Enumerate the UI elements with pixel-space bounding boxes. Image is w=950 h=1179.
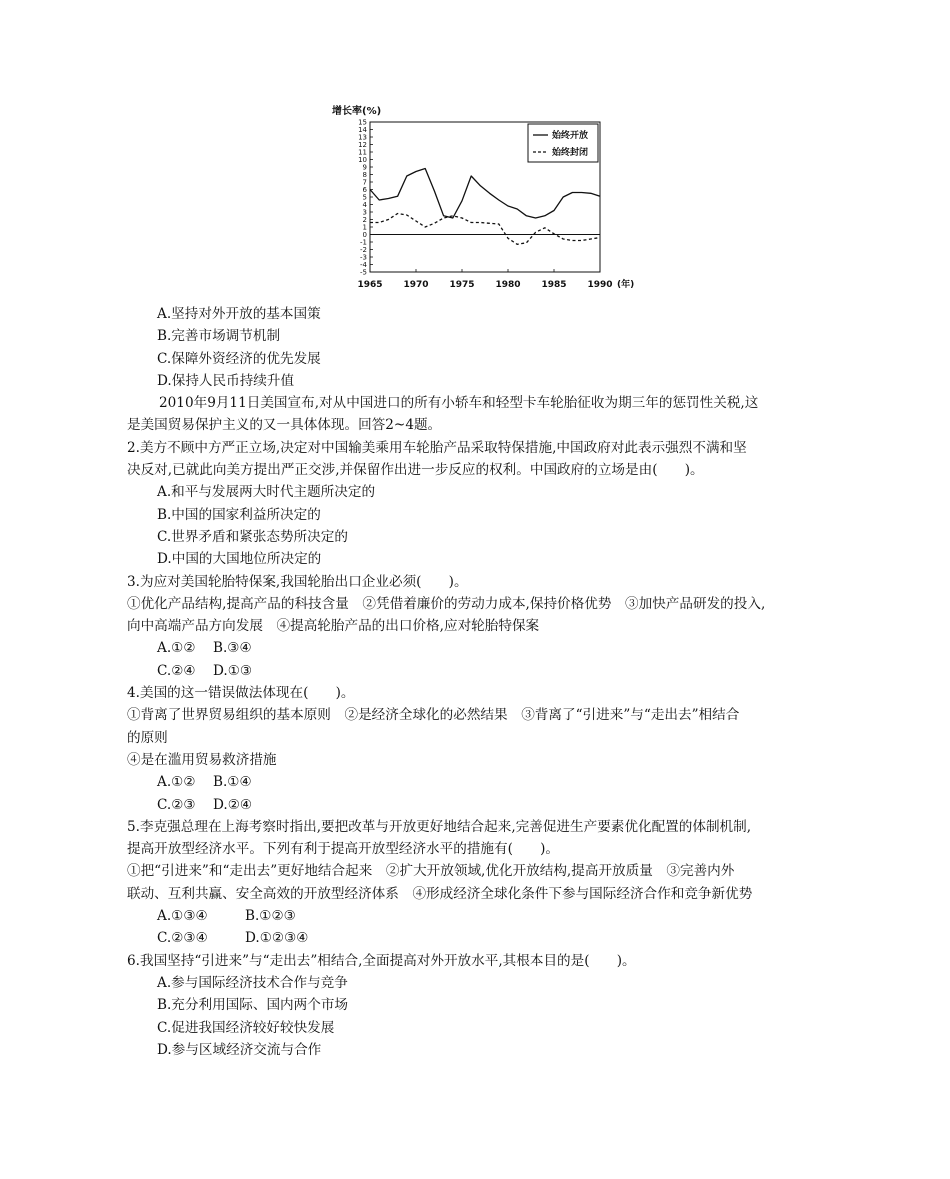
y-axis-ticks — [358, 119, 373, 277]
q6-stem: 6.我国坚持“引进来”与“走出去”相结合,全面提高对外开放水平,其根本目的是( )。 — [127, 952, 636, 969]
q5-option-d: D.①②③④ — [245, 930, 309, 947]
x-tick-label: 1970 — [403, 280, 429, 290]
y-tick-label: -3 — [360, 253, 367, 262]
q6-option-b: B.充分利用国际、国内两个市场 — [157, 997, 349, 1014]
y-tick-label: 4 — [362, 201, 367, 210]
q5-options-row-2 — [127, 927, 847, 949]
q3-option-c: C.②④ — [157, 662, 196, 679]
q2-option-a: A.和平与发展两大时代主题所决定的 — [157, 484, 376, 501]
q3-statements-line-1: ①优化产品结构,提高产品的科技含量 ②凭借着廉价的劳动力成本,保持价格优势 ③加快产品研发的投入, — [127, 595, 766, 612]
q4-option-c: C.②③ — [157, 796, 196, 813]
q5-option-a: A.①③④ — [157, 908, 208, 925]
q4-stem: 4.美国的这一错误做法体现在( )。 — [127, 685, 355, 702]
y-tick-label: -5 — [360, 268, 367, 277]
legend-label-closed: 始终封闭 — [552, 148, 589, 158]
x-axis-unit: (年) — [617, 280, 635, 290]
q4-option-a: A.①② — [157, 774, 196, 791]
q5-statements-line-2: 联动、互利共赢、安全高效的开放型经济体系 ④形成经济全球化条件下参与国际经济合作和竞争新优势 — [127, 885, 753, 902]
q3-stem: 3.为应对美国轮胎特保案,我国轮胎出口企业必须( )。 — [127, 573, 468, 590]
q3-option-a: A.①② — [157, 640, 196, 657]
q5-options-row-1 — [127, 905, 847, 927]
material-intro-line-1: 2010年9月11日美国宣布,对从中国进口的所有小轿车和轻型卡车轮胎征收为期三年的惩罚性关税,这 — [159, 395, 759, 412]
x-tick-label: 1975 — [449, 280, 475, 290]
y-tick-label: 13 — [358, 133, 367, 142]
q6-option-a: A.参与国际经济技术合作与竞争 — [157, 974, 348, 991]
q5-statements-line-1: ①把“引进来”和“走出去”更好地结合起来 ②扩大开放领域,优化开放结构,提高开放质量 ③完善内外 — [127, 863, 735, 880]
y-tick-label: 8 — [362, 171, 367, 180]
q3-option-d: D.①③ — [213, 662, 253, 679]
q6-option-d: D.参与区域经济交流与合作 — [157, 1041, 322, 1058]
legend — [528, 124, 598, 162]
q6-option-c: C.促进我国经济较好较快发展 — [157, 1019, 335, 1036]
material-intro-line-2: 是美国贸易保护主义的又一具体体现。回答2~4题。 — [127, 417, 442, 434]
q5-option-c: C.②③④ — [157, 930, 208, 947]
q4-option-d: D.②④ — [213, 796, 253, 813]
q5-stem-line-1: 5.李克强总理在上海考察时指出,要把改革与开放更好地结合起来,完善促进生产要素优化配置的体制机制, — [127, 818, 752, 835]
q5-option-b: B.①②③ — [245, 908, 296, 925]
q1-option-c: C.保障外资经济的优先发展 — [157, 350, 321, 367]
y-tick-label: 2 — [362, 216, 367, 225]
q4-statements-line-2: 的原则 — [127, 729, 168, 746]
y-tick-label: -1 — [360, 238, 367, 247]
series-line-closed — [370, 214, 600, 245]
x-tick-label: 1990 — [587, 280, 613, 290]
y-tick-label: 6 — [362, 186, 367, 195]
growth-rate-line-chart — [330, 98, 650, 298]
q1-option-d: D.保持人民币持续升值 — [157, 372, 295, 389]
q5-stem-line-2: 提高开放型经济水平。下列有利于提高开放型经济水平的措施有( )。 — [127, 841, 560, 858]
q4-statements-line-1: ①背离了世界贸易组织的基本原则 ②是经济全球化的必然结果 ③背离了“引进来”与“走出去”相结合 — [127, 707, 740, 724]
q2-option-c: C.世界矛盾和紧张态势所决定的 — [157, 528, 348, 545]
q2-option-d: D.中国的大国地位所决定的 — [157, 551, 322, 568]
x-tick-label: 1965 — [357, 280, 383, 290]
q1-option-a: A.坚持对外开放的基本国策 — [157, 306, 321, 322]
q3-options-row-2 — [127, 660, 847, 682]
q3-option-b: B.③④ — [213, 640, 252, 657]
y-tick-label: 3 — [362, 208, 367, 217]
y-tick-label: 10 — [358, 156, 367, 165]
y-axis-label: 增长率(%) — [332, 106, 382, 117]
q2-stem-line-2: 决反对,已就此向美方提出严正交涉,并保留作出进一步反应的权利。中国政府的立场是由( )。 — [127, 462, 704, 479]
q4-statements-line-3: ④是在滥用贸易救济措施 — [127, 751, 277, 768]
y-tick-label: 12 — [358, 141, 367, 150]
question-text-block — [127, 303, 847, 1061]
q3-statements-line-2: 向中高端产品方向发展 ④提高轮胎产品的出口价格,应对轮胎特保案 — [127, 618, 540, 635]
y-tick-label: 0 — [362, 231, 367, 240]
q2-option-b: B.中国的国家利益所决定的 — [157, 506, 321, 523]
x-tick-label: 1985 — [541, 280, 567, 290]
y-tick-label: 15 — [358, 118, 367, 127]
x-tick-label: 1980 — [495, 280, 521, 290]
y-tick-label: 5 — [362, 193, 367, 202]
q4-options-row-1 — [127, 771, 847, 793]
y-tick-label: 14 — [358, 126, 367, 135]
y-tick-label: 11 — [358, 148, 367, 157]
series-layer — [370, 169, 600, 245]
series-line-open — [370, 169, 600, 219]
legend-label-open: 始终开放 — [552, 131, 589, 141]
y-tick-label: 7 — [362, 178, 367, 187]
y-tick-label: 9 — [362, 163, 367, 172]
y-tick-label: -2 — [360, 246, 367, 255]
q1-option-b: B.完善市场调节机制 — [157, 328, 281, 345]
y-tick-label: 1 — [362, 223, 367, 232]
q4-options-row-2 — [127, 794, 847, 816]
q2-stem-line-1: 2.美方不顾中方严正立场,决定对中国输美乘用车轮胎产品采取特保措施,中国政府对此表示强烈不满和坚 — [127, 439, 747, 456]
q4-option-b: B.①④ — [213, 774, 252, 791]
q3-options-row-1 — [127, 637, 847, 659]
y-tick-label: -4 — [360, 261, 367, 270]
